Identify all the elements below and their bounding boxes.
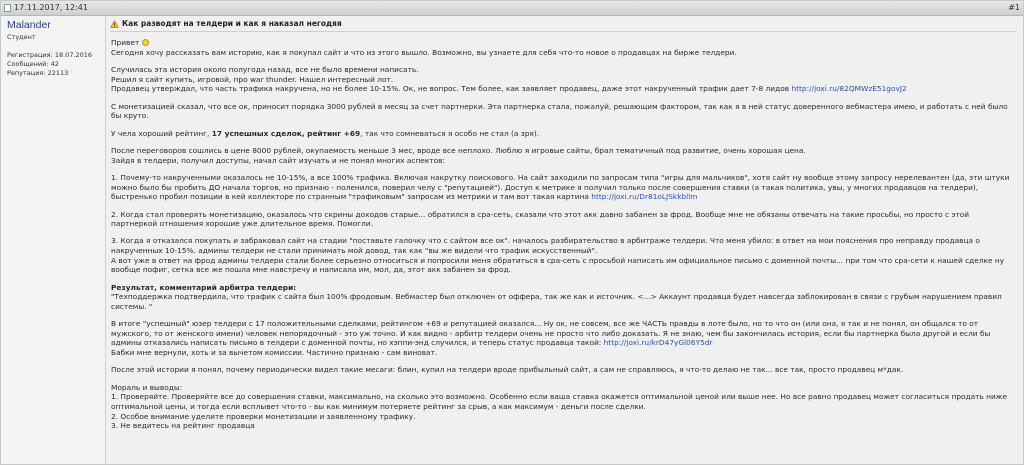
text-line: 3. Когда я отказался покупать и забраковал сайт на стадии "поставьте галочку что с сайтом все ок". началось разбирательство в арбитраже телдери. Что меня убило: в ответ на мои пояснения про неправду продавца о накрученных 10-15%. админы телдери не стали принимать мой довод, так как "вы же видели что трафик искусственный". <box>111 236 980 256</box>
title-divider <box>110 31 1017 32</box>
paragraph-point-3 <box>111 236 1017 274</box>
text-line: Случилась эта история около полугода назад, все не было времени написать. <box>111 64 419 74</box>
rating-bold-text: 17 успешных сделок, рейтинг +69 <box>211 128 361 138</box>
text-line: Зайдя в телдери, получил доступы, начал сайт изучать и не понял многих аспектов: <box>111 155 445 165</box>
post-title-text: Как разводят на телдери и как я наказал негодяя <box>122 19 342 28</box>
user-stats <box>7 51 92 78</box>
paragraph-story <box>111 65 1017 94</box>
text-line: Продавец утверждал, что часть трафика накручена, но не более 10-15%. Ок, не вопрос. Тем более, как заявляет продавец, даже этот накрученный трафик дает 7-8 лидов <box>111 84 790 94</box>
text-block: После этой истории я понял, почему периодически видел такие месаги: блин, купил на телдери вроде прибыльный сайт, а сам не справляюсь, я что-то делаю не так... все так, просто продавец м*дак. <box>111 365 904 375</box>
post-title <box>110 19 342 28</box>
paragraph-arbiter <box>111 283 1017 312</box>
paragraph-conclusion <box>111 365 1017 375</box>
paragraph-outcome <box>111 319 1017 357</box>
arbiter-heading: Результат, комментарий арбитра телдери: <box>111 282 297 292</box>
paragraph-moral <box>111 383 1017 431</box>
username-link[interactable]: Malander <box>7 19 51 31</box>
post-content <box>106 16 1023 464</box>
joxi-link-2[interactable]: http://joxi.ru/Dr81oLJSkkbllm <box>591 192 698 202</box>
post-message <box>111 38 1017 439</box>
paragraph-rating <box>111 129 1017 139</box>
text-line: 1. Проверяйте. Проверяйте все до совершения ставки, максимально, на сколько это возможно. Особенно если ваша ставка окажется оптимальной ценой или выше нее. Но все равно продавец может согласиться продать ниже оптимальной цены, и тогда если всплывет что-то - вы как минимум потеряете рейтинг за срыв, а как максимум - деньги после сделки. <box>111 392 1008 411</box>
text-line: Мораль и выводы: <box>111 382 183 392</box>
text-block: С монетизацией сказал, что все ок, приносит порядка 3000 рублей в месяц за счет партнерки. Эта партнерка стала, пожалуй, решающим фактором, так как я в ней статус доверенного вебмастера имею, и работать с ней было бы круто. <box>111 101 1008 121</box>
arbiter-quote: "Техподдержка подтвердила, что трафик с сайта был 100% фродовым. Вебмастер был отключен от оффера, так же как и источник. <...> Аккаунт продавца будет навсегда заблокирован в связи с грубым нарушением правил системы. " <box>111 292 1002 311</box>
user-title: Студент <box>7 33 36 41</box>
text-line: 2. Особое внимание уделите проверки монетизации и заявленному трафику. <box>111 411 416 421</box>
text-block: 1. Почему-то накрученными оказалось не 10-15%, а все 100% трафика. Включая накрутку поискового. На сайт заходили по запросам типа "игры для мальчиков", хотя сайт ну вообще этому запросу нерелевантен (да, эти штуки можно было бы пробить ДО начала торгов, но признаю - поленился, поверил челу с "репутацией"). Доступ к метрике я получил только после совершения ставки (а такая политика, увы, у многих продавцов на телдери), быстренько пробил позиции в кей коллекторе по странным "трафиковым" запросам из метрики и там вот такая картина <box>111 172 1010 202</box>
text-line: Бабки мне вернули, хоть и за вычетом комиссии. Частично признаю - сам виноват. <box>111 348 438 358</box>
text-inline: , так что сомневаться я особо не стал (а зря). <box>360 128 540 138</box>
paragraph-point-1 <box>111 173 1017 202</box>
text-line: Решил я сайт купить, игровой, про war thunder. Нашел интересный лот. <box>111 74 394 84</box>
text-line: А вот уже в ответ на фрод админы телдери стали более серьезно относиться и попросили меня обратиться в сра-сеть с просьбой написать им официальное письмо с доменной почты... при том что сра-сети к нашей сделке ну вообще пофиг, сетка все же пошла мне навстречу и написала им, мол, да, этот акк забанен за фрод. <box>111 255 1005 275</box>
joxi-link-3[interactable]: http://joxi.ru/krD47yGl06Y5dr <box>603 338 713 348</box>
post-header <box>1 1 1023 16</box>
user-info-panel <box>1 16 106 464</box>
post-date <box>4 1 88 15</box>
paragraph-monetization <box>111 102 1017 121</box>
post-number-link[interactable]: #1 <box>1008 3 1020 12</box>
post-icon <box>4 4 11 12</box>
user-messages: Сообщений: 42 <box>7 60 59 68</box>
user-reputation: Репутация: 22113 <box>7 69 69 77</box>
text-line: После переговоров сошлись в цене 8000 рублей, окупаемость меньше 3 мес, вроде все неплохо. Люблю я игровые сайты, брал тематичный под развитие, очень хорошая цена. <box>111 145 806 155</box>
paragraph-negotiation <box>111 146 1017 165</box>
user-registration: Регистрация: 18.07.2016 <box>7 51 93 59</box>
post-date-text: 17.11.2017, 12:41 <box>14 3 88 12</box>
smiley-icon <box>142 39 149 46</box>
warning-icon <box>110 20 119 28</box>
text-line: 3. Не ведитесь на рейтинг продавца <box>111 421 255 431</box>
paragraph-intro <box>111 38 1017 57</box>
greeting-text: Привет <box>111 38 140 47</box>
joxi-link-1[interactable]: http://joxi.ru/82QMWzE51govJ2 <box>791 84 907 94</box>
text-block: 2. Когда стал проверять монетизацию, оказалось что скрины доходов старые... обратился в сра-сеть, сказали что этот акк давно забанен за фрод. Вообще мне не обязаны отвечать на такие просьбы, но просто с этой партнеркой отношения хорошие уже длительное время. Помогли. <box>111 209 970 229</box>
paragraph-point-2 <box>111 210 1017 229</box>
text-block: В итоге "успешный" юзер телдери с 17 положительными сделками, рейтингом +69 и репутацией оказался... Ну ок, не совсем, все же ЧАСТЬ правды в лоте было, но то что он (или она, я так и не понял, он общался то от мужского, то от женского имени) человек непорядочный - это уж точно. И как видно - арбитр телдери очень не просто что либо доказать. Я не знаю, чем бы закончилась история, если бы партнерка была другой и если бы админы отказались написать письмо в телдери с доменной почты, но хэппи-энд случился, и теперь статус продавца такой: <box>111 319 991 348</box>
intro-text: Сегодня хочу рассказать вам историю, как я покупал сайт и что из этого вышло. Возможно, вы узнаете для себя что-то новое о продавцах на бирже телдери. <box>111 47 737 57</box>
text-inline: У чела хороший рейтинг, <box>111 128 210 138</box>
